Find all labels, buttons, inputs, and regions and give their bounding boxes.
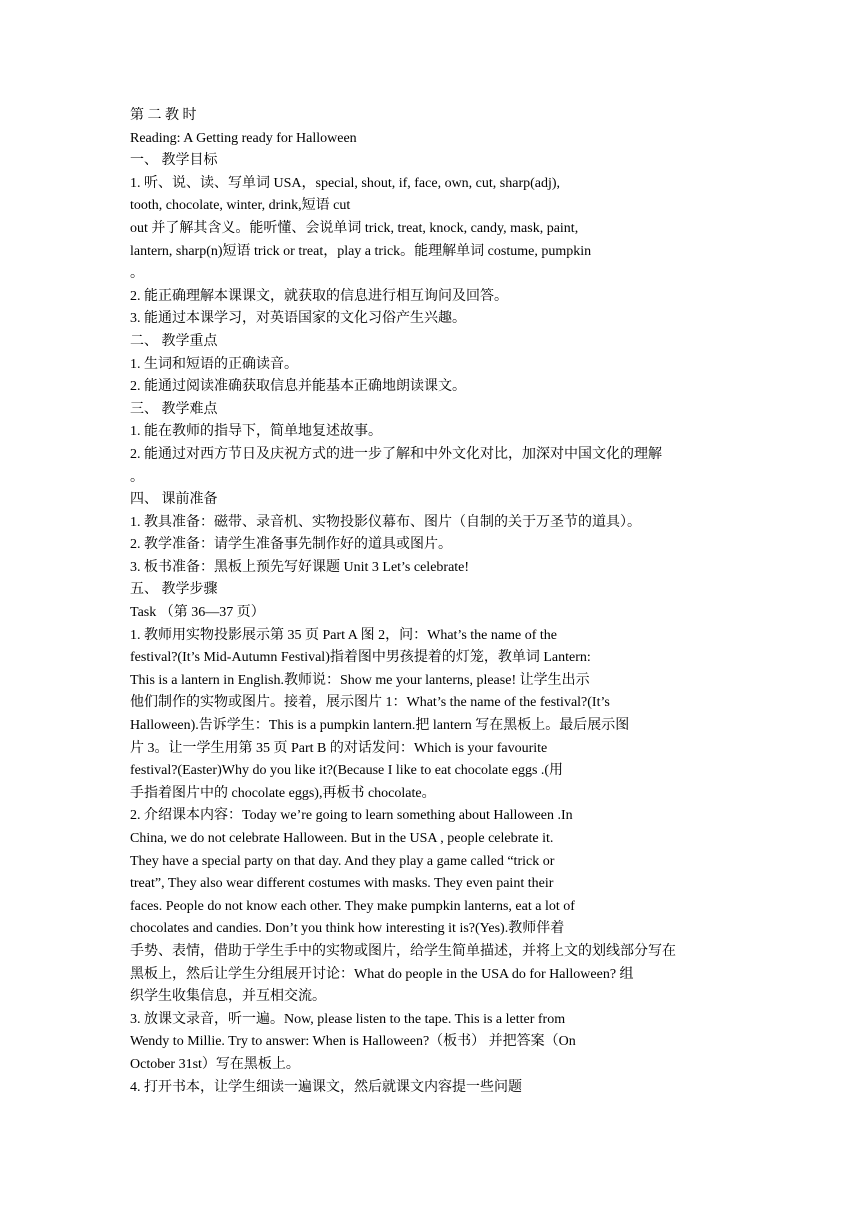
text-line: out 并了解其含义。能听懂、会说单词 trick, treat, knock, candy, mask, paint, [130, 220, 579, 236]
text-line: 织学生收集信息，并互相交流。 [130, 989, 326, 1005]
text-line: 2. 能通过阅读准确获取信息并能基本正确地朗读课文。 [130, 379, 466, 395]
text-line: China, we do not celebrate Halloween. But in the USA , people celebrate it. [130, 831, 554, 846]
reading-title: Reading: A Getting ready for Halloween [130, 130, 357, 146]
text-line: 1. 生词和短语的正确读音。 [130, 356, 298, 372]
text-line: 2. 介绍课本内容：Today we’re going to learn something about Halloween .In [130, 808, 573, 824]
text-line: 2. 能正确理解本课课文，就获取的信息进行相互询问及回答。 [130, 288, 508, 304]
text-line: festival?(It’s Mid-Autumn Festival)指着图中男孩提着的灯笼，教单词 Lantern: [130, 650, 591, 666]
lesson-heading: 第 二 教 时 [130, 108, 197, 123]
section-heading-key-points: 二、 教学重点 [130, 333, 218, 349]
text-line: 2. 能通过对西方节日及庆祝方式的进一步了解和中外文化对比，加深对中国文化的理解 [130, 446, 662, 462]
section-heading-steps: 五、 教学步骤 [130, 582, 218, 598]
text-line: They have a special party on that day. And they play a game called “trick or [130, 853, 555, 869]
text-line: 。 [130, 266, 144, 282]
section-heading-objectives: 一、 教学目标 [130, 153, 218, 169]
section-heading-difficulties: 三、 教学难点 [130, 401, 218, 417]
text-line: 片 3。让一学生用第 35 页 Part B 的对话发问：Which is your favourite [130, 740, 548, 756]
text-line: 3. 放课文录音，听一遍。Now, please listen to the tape. This is a letter from [130, 1011, 566, 1027]
text-line: 2. 教学准备：请学生准备事先制作好的道具或图片。 [130, 537, 452, 553]
text-line: 3. 能通过本课学习，对英语国家的文化习俗产生兴趣。 [130, 311, 466, 327]
text-line: This is a lantern in English.教师说：Show me your lanterns, please! 让学生出示 [130, 672, 590, 688]
text-line: 1. 能在教师的指导下，简单地复述故事。 [130, 424, 382, 440]
text-line: tooth, chocolate, winter, drink,短语 cut [130, 198, 351, 214]
text-line: 他们制作的实物或图片。接着，展示图片 1：What’s the name of the festival?(It’s [130, 695, 610, 711]
text-line: Halloween).告诉学生：This is a pumpkin lantern.把 lantern 写在黑板上。最后展示图 [130, 718, 630, 734]
task-heading: Task （第 36—37 页） [130, 605, 265, 621]
text-line: 1. 听、说、读、写单词 USA，special, shout, if, face, own, cut, sharp(adj), [130, 175, 561, 191]
text-line: lantern, sharp(n)短语 trick or treat，play a trick。能理解单词 costume, pumpkin [130, 243, 592, 259]
text-line: 手势、表情，借助于学生手中的实物或图片，给学生简单描述，并将上文的划线部分写在 [130, 943, 676, 959]
text-line: faces. People do not know each other. They make pumpkin lanterns, eat a lot of [130, 898, 575, 914]
text-line: 4. 打开书本，让学生细读一遍课文，然后就课文内容提一些问题 [130, 1079, 522, 1095]
text-line: festival?(Easter)Why do you like it?(Because I like to eat chocolate eggs .(用 [130, 763, 564, 779]
document-body [130, 105, 730, 1099]
text-line: 1. 教具准备：磁带、录音机、实物投影仪幕布、图片（自制的关于万圣节的道具）。 [130, 514, 641, 530]
text-line: 1. 教师用实物投影展示第 35 页 Part A 图 2，问：What’s the name of the [130, 627, 557, 643]
text-line: 3. 板书准备：黑板上预先写好课题 Unit 3 Let’s celebrate! [130, 559, 470, 575]
text-line: 。 [130, 469, 144, 485]
text-line: treat”, They also wear different costumes with masks. They even paint their [130, 876, 554, 892]
section-heading-preparation: 四、 课前准备 [130, 492, 218, 508]
text-line: chocolates and candies. Don’t you think how interesting it is?(Yes).教师伴着 [130, 921, 565, 937]
text-line: 手指着图片中的 chocolate eggs),再板书 chocolate。 [130, 785, 436, 801]
text-line: October 31st）写在黑板上。 [130, 1056, 300, 1072]
text-line: 黑板上，然后让学生分组展开讨论：What do people in the USA do for Halloween? 组 [130, 966, 634, 982]
text-line: Wendy to Millie. Try to answer: When is Halloween?（板书） 并把答案（On [130, 1034, 576, 1050]
